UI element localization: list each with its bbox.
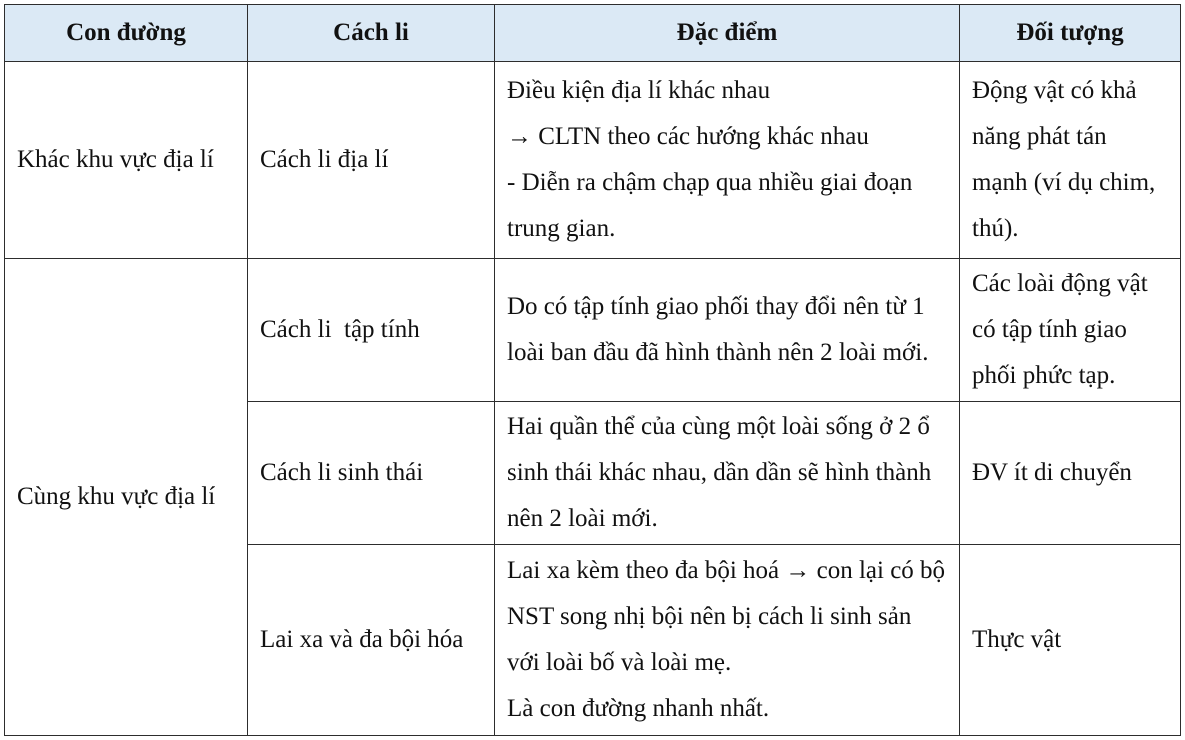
speciation-table xyxy=(4,4,1181,736)
header-row xyxy=(5,5,1181,62)
description-line: Do có tập tính giao phối thay đổi nên từ 1 loài ban đầu đã hình thành nên 2 loài mới. xyxy=(507,293,929,366)
description-line: - Diễn ra chậm chạp qua nhiều giai đoạn trung gian. xyxy=(507,169,913,242)
description-cell xyxy=(495,259,960,402)
description-cell xyxy=(495,402,960,545)
description-line: → CLTN theo các hướng khác nhau xyxy=(507,123,869,150)
header-subjects: Đối tượng xyxy=(960,5,1181,62)
description-cell xyxy=(495,62,960,259)
isolation-cell: Cách li tập tính xyxy=(248,259,495,402)
description-line: Là con đường nhanh nhất. xyxy=(507,695,770,722)
target-cell: Động vật có khả năng phát tán mạnh (ví dụ chim, thú). xyxy=(960,62,1181,259)
header-isolation: Cách li xyxy=(248,5,495,62)
target-cell: Các loài động vật có tập tính giao phối phức tạp. xyxy=(960,259,1181,402)
target-cell: Thực vật xyxy=(960,545,1181,736)
table-row xyxy=(5,62,1181,259)
table-row xyxy=(5,259,1181,402)
pathway-cell: Khác khu vực địa lí xyxy=(5,62,248,259)
description-line: Hai quần thể của cùng một loài sống ở 2 ổ sinh thái khác nhau, dần dần sẽ hình thành nên 2 loài mới. xyxy=(507,413,932,532)
description-cell xyxy=(495,545,960,736)
isolation-cell: Lai xa và đa bội hóa xyxy=(248,545,495,736)
description-line: Lai xa kèm theo đa bội hoá → con lại có bộ NST song nhị bội nên bị cách li sinh sản với loài bố và loài mẹ. xyxy=(507,557,946,676)
pathway-cell: Cùng khu vực địa lí xyxy=(5,259,248,736)
description-line: Điều kiện địa lí khác nhau xyxy=(507,77,771,104)
isolation-cell: Cách li địa lí xyxy=(248,62,495,259)
isolation-cell: Cách li sinh thái xyxy=(248,402,495,545)
header-characteristics: Đặc điểm xyxy=(495,5,960,62)
header-pathway: Con đường xyxy=(5,5,248,62)
target-cell: ĐV ít di chuyển xyxy=(960,402,1181,545)
